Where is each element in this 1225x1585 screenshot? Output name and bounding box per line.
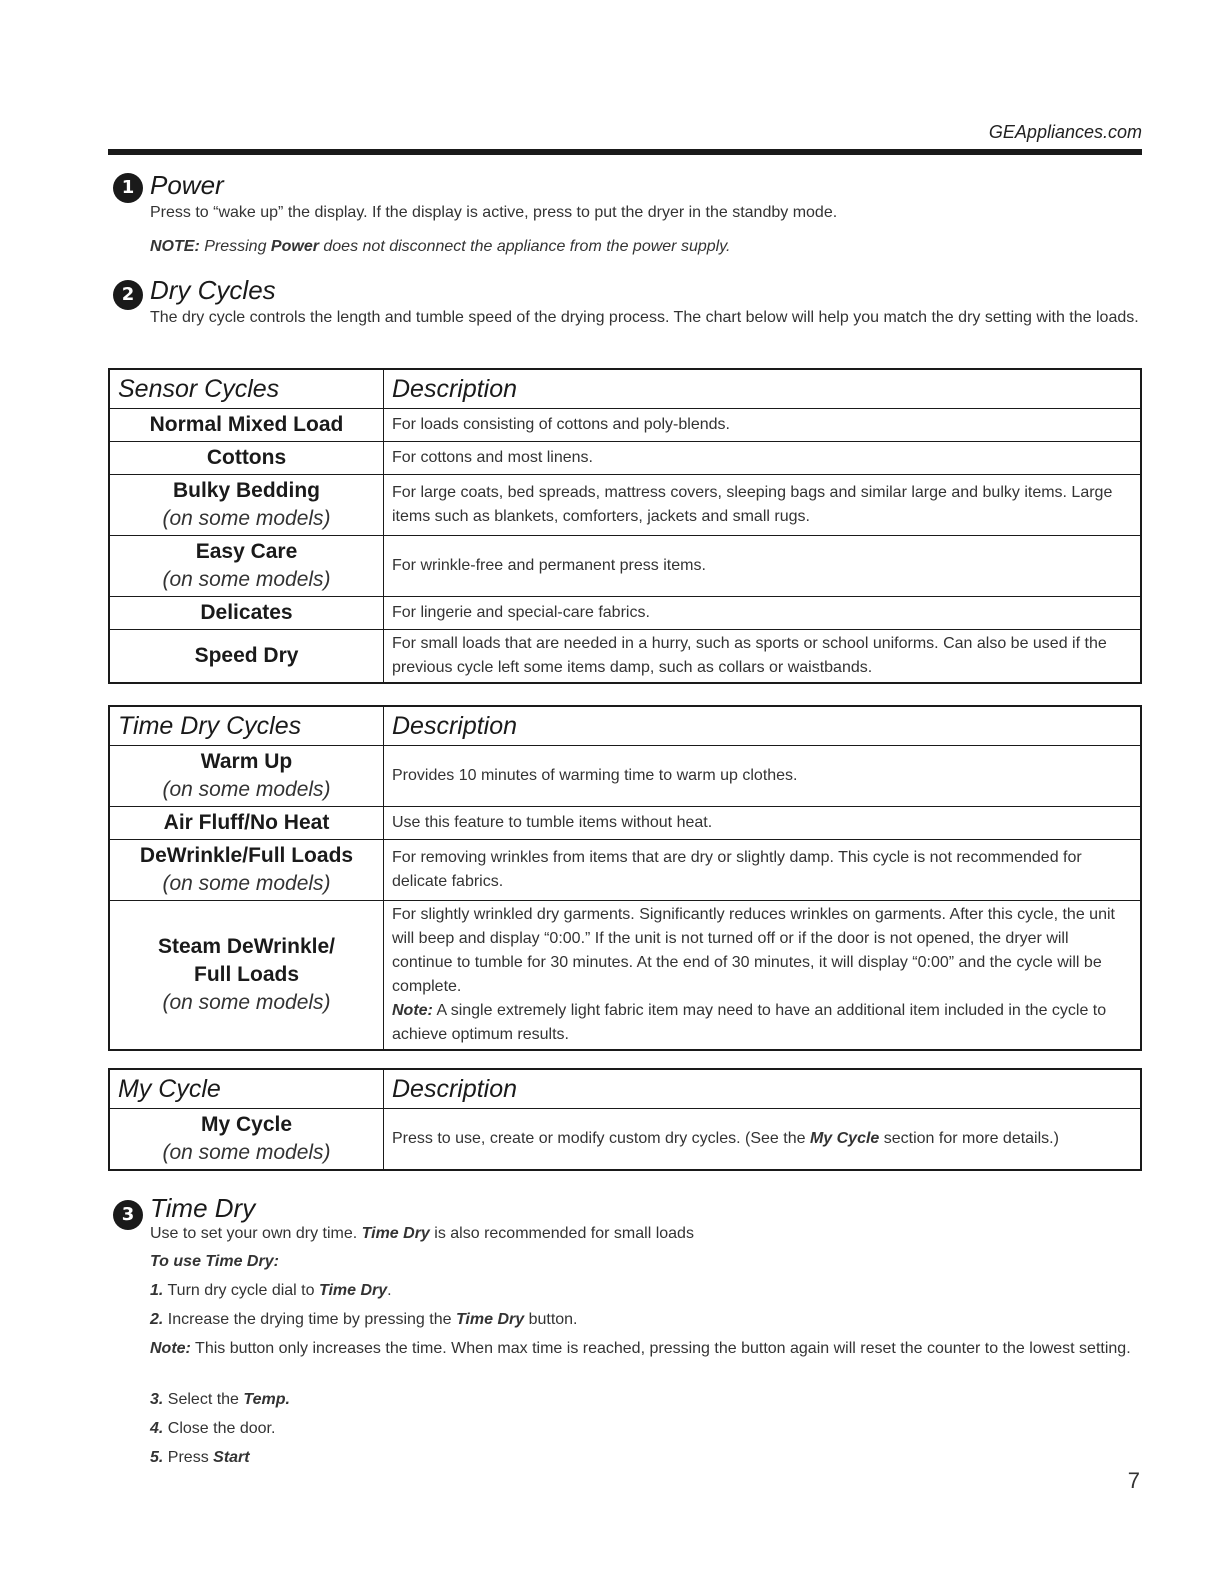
step-bold: Start: [213, 1449, 250, 1466]
table-header-description: Description: [384, 706, 1142, 746]
step-number: 5.: [150, 1449, 164, 1466]
step-bold: Time Dry: [455, 1311, 525, 1328]
cycle-description: section for more details.): [879, 1130, 1059, 1147]
table-row: [109, 1109, 1141, 1171]
table-row: [109, 409, 1141, 442]
cycle-availability: (on some models): [162, 1141, 331, 1164]
step-text: .: [387, 1282, 392, 1299]
note-label: Note:: [150, 1340, 191, 1357]
power-text: Press to “wake up” the display. If the display is active, press to put the dryer in the standby mode.: [150, 204, 838, 221]
header-rule: [108, 149, 1142, 155]
cycle-description: For loads consisting of cottons and poly-blends.: [384, 409, 1142, 442]
note-text: This button only increases the time. When max time is reached, pressing the button again will reset the counter to the lowest setting.: [190, 1340, 1131, 1357]
table-row: [109, 630, 1141, 684]
cycle-description: For wrinkle-free and permanent press items.: [384, 536, 1142, 597]
step-4: [150, 1417, 275, 1441]
note-text: does not disconnect the appliance from the power supply.: [318, 238, 731, 255]
table-header-description: Description: [384, 1069, 1142, 1109]
table-row: [109, 901, 1141, 1051]
cycle-name: Normal Mixed Load: [109, 409, 384, 442]
step-text: button.: [524, 1311, 578, 1328]
cycle-name: Steam DeWrinkle/: [157, 935, 335, 958]
step-text: Turn dry cycle dial to: [163, 1282, 319, 1299]
table-header-row: [109, 706, 1141, 746]
table-header-name: Sensor Cycles: [109, 369, 384, 409]
dry-cycles-text: The dry cycle controls the length and tumble speed of the drying process. The chart below will help you match the dry setting with the loads.: [150, 309, 1139, 326]
cycle-description: For large coats, bed spreads, mattress covers, sleeping bags and similar large and bulky items. Large items such as blankets, comforters, jackets and small rugs.: [384, 475, 1142, 536]
note-label: Note:: [392, 1002, 433, 1019]
time-dry-intro: [150, 1222, 694, 1246]
time-dry-heading: Time Dry: [150, 1193, 256, 1223]
note-text: Pressing: [199, 238, 271, 255]
table-row: [109, 746, 1141, 807]
intro-text: Use to set your own dry time.: [150, 1225, 362, 1242]
table-header-name: Time Dry Cycles: [109, 706, 384, 746]
table-header-row: [109, 1069, 1141, 1109]
table-row: [109, 840, 1141, 901]
cycle-name-cell: [109, 840, 384, 901]
step-text: Press: [163, 1449, 214, 1466]
cycle-name: DeWrinkle/Full Loads: [139, 844, 354, 867]
cycle-description: Press to use, create or modify custom dry cycles. (See the: [392, 1130, 810, 1147]
cycle-description: For small loads that are needed in a hurry, such as sports or school uniforms. Can also be used if the previous cycle left some items damp, such as collars or waistbands.: [384, 630, 1142, 684]
page-number: 7: [1127, 1468, 1140, 1493]
dry-cycles-heading: Dry Cycles: [150, 275, 276, 305]
cycle-name-cell: [109, 901, 384, 1051]
cycle-availability: (on some models): [162, 991, 331, 1014]
cycle-name: Easy Care: [195, 540, 298, 563]
cycle-name: My Cycle: [200, 1113, 293, 1136]
cycle-availability: (on some models): [162, 778, 331, 801]
cycle-name-cell: [109, 746, 384, 807]
sensor-cycles-table: [108, 368, 1142, 684]
step-number: 2.: [150, 1311, 164, 1328]
cycle-name: Delicates: [109, 597, 384, 630]
section-1-badge: 1: [113, 173, 143, 203]
step-text: Increase the drying time by pressing the: [163, 1311, 456, 1328]
cycle-description: For slightly wrinkled dry garments. Significantly reduces wrinkles on garments. After this cycle, the unit will beep and display “0:00.” If the unit is not turned off or if the door is not opened, the dryer will continue to tumble for 30 minutes. At the end of 30 minutes, it will display “0:00” and the cycle will be complete.: [392, 906, 1115, 995]
cycle-description: Provides 10 minutes of warming time to warm up clothes.: [384, 746, 1142, 807]
cycle-description: For lingerie and special-care fabrics.: [384, 597, 1142, 630]
cycle-name-cell: [109, 1109, 384, 1171]
cycle-description-cell: [384, 1109, 1142, 1171]
table-row: [109, 442, 1141, 475]
step-number: 3.: [150, 1391, 164, 1408]
step-text: Select the: [163, 1391, 244, 1408]
cycle-name-cell: [109, 536, 384, 597]
cycle-availability: (on some models): [162, 872, 331, 895]
table-row: [109, 536, 1141, 597]
step-1: [150, 1279, 392, 1303]
section-2-badge: 2: [113, 280, 143, 310]
table-header-name: My Cycle: [109, 1069, 384, 1109]
table-header-description: Description: [384, 369, 1142, 409]
step-number: 1.: [150, 1282, 164, 1299]
cycle-name: Bulky Bedding: [172, 479, 320, 502]
cycle-availability: (on some models): [162, 568, 331, 591]
cycle-description-bold: My Cycle: [809, 1130, 880, 1147]
note-label: NOTE:: [150, 238, 200, 255]
cycle-name: Speed Dry: [109, 630, 384, 684]
step-3: [150, 1388, 290, 1412]
cycle-description: Use this feature to tumble items without heat.: [384, 807, 1142, 840]
intro-text: is also recommended for small loads: [429, 1225, 694, 1242]
power-note: [150, 235, 730, 259]
cycle-description: For removing wrinkles from items that are dry or slightly damp. This cycle is not recommended for delicate fabrics.: [384, 840, 1142, 901]
intro-bold: Time Dry: [361, 1225, 430, 1242]
cycle-description-cell: [384, 901, 1142, 1051]
cycle-name: Cottons: [109, 442, 384, 475]
table-row: [109, 475, 1141, 536]
cycle-name: Warm Up: [200, 750, 293, 773]
cycle-name: Full Loads: [194, 963, 299, 986]
site-url: GEAppliances.com: [988, 122, 1142, 142]
note-text: A single extremely light fabric item may need to have an additional item included in the cycle to achieve optimum results.: [392, 1002, 1107, 1043]
time-dry-note: [150, 1337, 1140, 1361]
cycle-name-cell: [109, 475, 384, 536]
to-use-heading: [150, 1250, 279, 1274]
step-bold: Temp.: [243, 1391, 290, 1408]
time-dry-cycles-table: [108, 705, 1142, 1051]
my-cycle-table: [108, 1068, 1142, 1171]
cycle-name: Air Fluff/No Heat: [109, 807, 384, 840]
step-5: [150, 1446, 250, 1470]
table-row: [109, 597, 1141, 630]
cycle-availability: (on some models): [162, 507, 331, 530]
step-2: [150, 1308, 578, 1332]
table-row: [109, 807, 1141, 840]
power-heading: Power: [150, 170, 224, 200]
step-bold: Time Dry: [318, 1282, 388, 1299]
cycle-description: For cottons and most linens.: [384, 442, 1142, 475]
section-3-badge: 3: [113, 1200, 143, 1230]
note-bold: Power: [270, 238, 319, 255]
to-use-label: To use Time Dry:: [150, 1253, 279, 1270]
table-header-row: [109, 369, 1141, 409]
step-number: 4.: [150, 1420, 164, 1437]
step-text: Close the door.: [163, 1420, 276, 1437]
